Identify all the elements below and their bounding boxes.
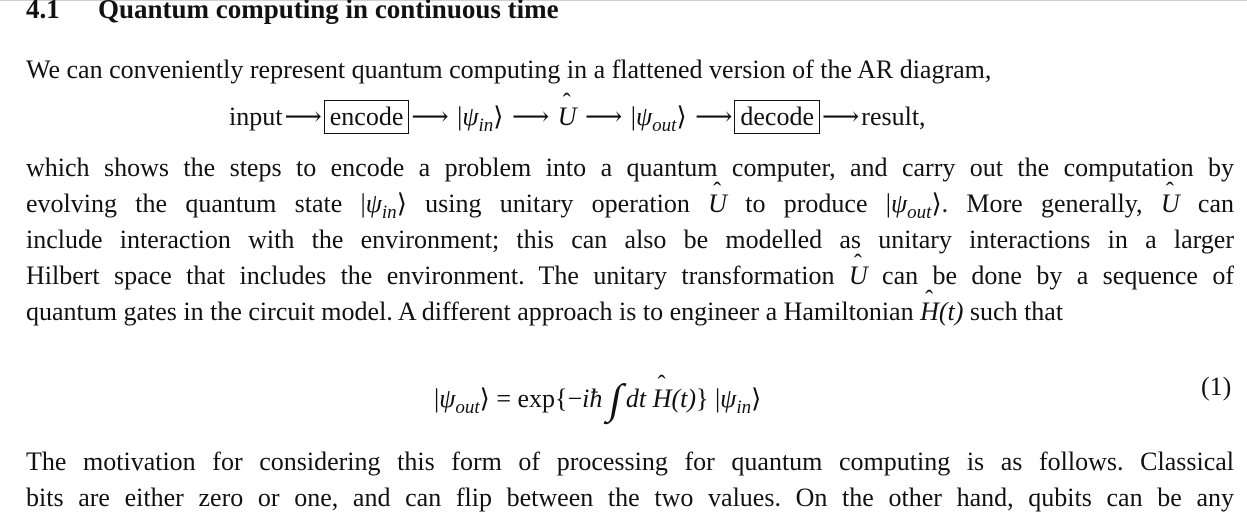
integral-sign-icon: ∫ — [606, 377, 626, 423]
flow-result: result, — [861, 102, 926, 131]
hamiltonian-operator: ˆ H — [920, 294, 939, 330]
equation-1: $|\psi_{out}⟩$ = exp{−iħ∫dt ˆ H(t)} $|\psi_{in}⟩$ — [434, 370, 761, 418]
ket-psi-in: $|\psi_{in}⟩$ — [457, 102, 504, 136]
unitary-operator: ˆ U — [558, 102, 577, 132]
paragraph2-line2: bits are either zero or one, and can flip between the two values. On the other hand, qubits can be any — [26, 483, 1234, 512]
unitary-operator: ˆ U — [1161, 186, 1180, 222]
intro-sentence: We can conveniently represent quantum computing in a flattened version of the AR diagram, — [26, 55, 992, 84]
arrow-icon: ⟶ — [511, 102, 550, 131]
paragraph1-line2: evolving the quantum state $|\psi_{in}⟩$ using unitary operation ˆ U to produce $|\psi_{out}⟩$. More generally, ˆ U can — [26, 186, 1234, 225]
unitary-operator: ˆ U — [849, 258, 868, 294]
ket-psi-out: $|\psi_{out}⟩$ — [630, 102, 687, 136]
paragraph1-line1: which shows the steps to encode a problem into a quantum computer, and carry out the computation by — [26, 153, 1234, 182]
arrow-icon: ⟶ — [822, 102, 860, 131]
section-heading — [26, 0, 559, 25]
arrow-icon: ⟶ — [585, 102, 623, 131]
paragraph1-line3: include interaction with the environment; this can also be modelled as unitary interactions in a larger — [26, 225, 1234, 254]
equation-number: (1) — [1201, 372, 1232, 401]
paragraph2-line1: The motivation for considering this form of processing for quantum computing is as follows. Classical — [26, 447, 1234, 476]
flow-diagram — [229, 100, 926, 134]
section-number: 4.1 — [26, 0, 60, 24]
flow-input: input — [229, 102, 283, 131]
arrow-icon: ⟶ — [284, 102, 322, 131]
paragraph1-line4: Hilbert space that includes the environment. The unitary transformation ˆ U can be done by a sequence of — [26, 258, 1234, 294]
unitary-operator: ˆ U — [708, 186, 727, 222]
decode-box: decode — [734, 100, 820, 134]
paragraph1-line5: quantum gates in the circuit model. A different approach is to engineer a Hamiltonian ˆ H(t) such that — [26, 294, 1063, 330]
arrow-icon: ⟶ — [695, 102, 733, 131]
section-title: Quantum computing in continuous time — [98, 0, 559, 24]
encode-box: encode — [324, 100, 410, 134]
arrow-icon: ⟶ — [411, 102, 449, 131]
